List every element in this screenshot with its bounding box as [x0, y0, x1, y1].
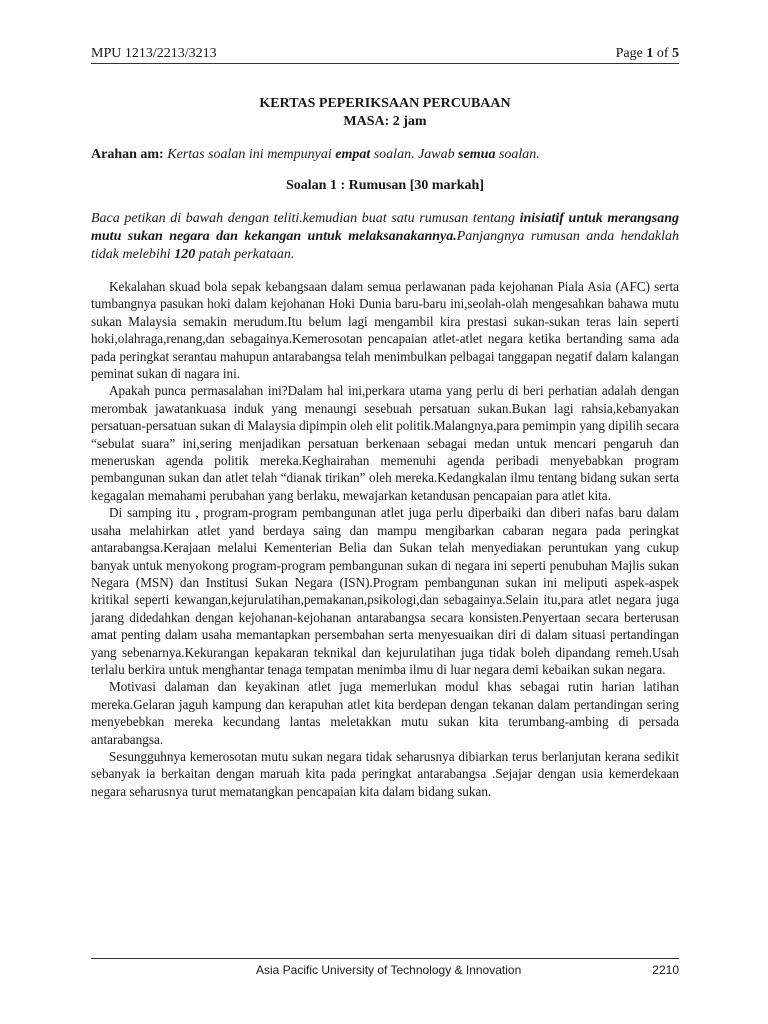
prompt-bold-2: 120 [174, 247, 196, 262]
course-code: MPU 1213/2213/3213 [91, 46, 217, 61]
instruction-text-2: soalan. Jawab [370, 147, 459, 162]
passage-paragraph-4: Motivasi dalaman dan keyakinan atlet juga memerlukan modul khas sebagai rutin harian latihan mereka.Gelaran jaguh kampung dan kerapuhan atlet kita berdepan dengan tekanan dalam pertandingan sering menyebebkan mereka kecundang lantas meletakkan mutu sukan kita terumbang-ambing di persada antarabangsa. [91, 679, 679, 747]
prompt-text-3: patah perkataan. [195, 247, 295, 262]
reading-passage [91, 278, 679, 800]
passage-paragraph-3: Di samping itu , program-program pembangunan atlet juga perlu diperbaiki dan diberi nafas baru dalam usaha melahirkan atlet yand berdaya saing dan mampu mengibarkan cabaran negara pada peringkat antarabangsa.Kerajaan melalui Kementerian Belia dan Sukan telah menyediakan peruntukan yang cukup banyak untuk menyokong program-program pembangunan sukan di negara ini seperti penubuhan Majlis sukan Negara (MSN) dan Institusi Sukan Negara (ISN).Program pembangunan sukan ini meliputi aspek-aspek kritikal seperti kewangan,kejurulatihan,pemakanan,psikologi,dan sebagainya.Selain itu,para atlet negara juga jarang didedahkan dengan kejohanan-kejohanan antarabangsa secara konsisten.Penyertaan secara berterusan amat penting dalam usaha memantapkan persembahan serta menyesuaikan diri di dalam situasi pertandingan yang sebenarnya.Kekurangan kepakaran teknikal dan kejurulatihan juga tidak boleh dipandang remeh.Usah terlalu berkira untuk menghantar tenaga tempatan menimba ilmu di luar negara demi kebaikan sukan negara. [91, 505, 679, 677]
footer-institution: Asia Pacific University of Technology & Innovation [256, 963, 522, 977]
passage-paragraph-5: Sesungguhnya kemerosotan mutu sukan negara tidak seharusnya dibiarkan terus berlanjutan kerana sedikit sebanyak ia berkaitan dengan maruah kita pada peringkat antarabangsa .Sejajar dengan usia kemerdekaan negara seharusnya turut mematangkan pencapaian kita dalam bidang sukan. [91, 748, 679, 799]
instruction-text-1: Kertas soalan ini mempunyai [163, 147, 336, 162]
page-total: 5 [672, 46, 679, 61]
prompt-bold-1: inisiatif untuk merangsang mutu sukan negara dan kekangan untuk melaksanakannya. [91, 211, 679, 244]
passage-paragraph-1: Kekalahan skuad bola sepak kebangsaan dalam semua perlawanan pada kejohanan Piala Asia (AFC) serta tumbangnya pasukan hoki dalam kejohanan Hoki Dunia baru-baru ini,seolah-olah mengesahkan bahawa mutu sukan Malaysia semakin merudum.Itu belum lagi mengambil kira prestasi sukan-sukan teras lain seperti hoki,olahraga,renang,dan sebagainya.Kemerosotan pencapaian atlet-atlet negara ketika bertanding sama ada pada peringkat serantau mahupun antarabangsa telah menimbulkan pelbagai tanggapan negatif dalam kalangan peminat sukan di nagara ini. [91, 279, 679, 382]
page-of: of [653, 46, 672, 61]
page-header [91, 44, 679, 64]
page-number [616, 44, 679, 63]
instruction-bold-1: empat [335, 147, 371, 162]
instruction-bold-2: semua [458, 147, 496, 162]
instruction-label: Arahan am: [91, 147, 164, 162]
exam-title-block [91, 95, 679, 131]
exam-duration: MASA: 2 jam [343, 114, 427, 129]
instruction-text-3: soalan. [495, 147, 540, 162]
question-title: Soalan 1 : Rumusan [30 markah] [286, 178, 484, 193]
footer-code: 2210 [652, 963, 679, 977]
page-current: 1 [646, 46, 654, 61]
passage-paragraph-2: Apakah punca permasalahan ini?Dalam hal ini,perkara utama yang perlu di beri perhatian adalah dengan merombak jawatankuasa induk yang menaungi sesebuah persatuan sukan.Bukan lagi rahsia,kebanyakan persatuan-persatuan sukan di Malaysia dipimpin oleh elit politik.Malangnya,para pemimpin yang dipilih secara “sebulat suara” ini,sering menjadikan persatuan berkenaan sebagai medan untuk mencari pengaruh dan meneruskan agenda politik mereka.Keghairahan memenuhi agenda peribadi menyebabkan program pembangunan sukan dan atlet telah “dianak tirikan” oleh mereka.Kedangkalan ilmu tentang bidang sukan serta kegagalan memahami perubahan yang berlaku, mewajarkan ketandusan pencapaian para atlet kita. [91, 383, 679, 503]
exam-title: KERTAS PEPERIKSAAN PERCUBAAN [259, 96, 511, 111]
prompt-text-1: Baca petikan di bawah dengan teliti.kemudian buat satu rumusan tentang [91, 211, 520, 226]
question-prompt [91, 210, 679, 264]
general-instruction [91, 146, 679, 164]
page-footer [91, 958, 679, 983]
prompt-text-2: Panjangnya rumusan anda hendaklah tidak melebihi [91, 229, 680, 262]
page-prefix: Page [615, 46, 647, 61]
